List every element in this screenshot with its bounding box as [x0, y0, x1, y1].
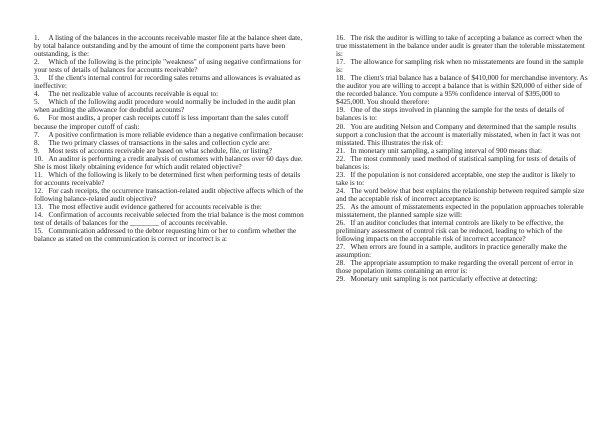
question-19 [336, 106, 588, 122]
question-20 [336, 123, 588, 147]
question-25 [336, 203, 588, 219]
question-text: The two primary classes of transactions in the sales and collection cycle are: [48, 138, 270, 147]
question-number: 13. [34, 202, 44, 211]
question-text: The net realizable value of accounts receivable is equal to: [48, 90, 219, 99]
question-number: 2. [34, 58, 40, 67]
question-text: Which of the following is the principle "weakness" of using negative confirmations for your tests of details of balances for accounts receivable? [34, 58, 301, 75]
question-13 [34, 203, 304, 211]
question-number: 26. [336, 219, 346, 228]
question-text: Monetary unit sampling is not particularly effective at detecting: [350, 275, 538, 284]
question-22 [336, 155, 588, 171]
question-3 [34, 74, 304, 90]
question-text: Most tests of accounts receivable are based on what schedule, file, or listing? [48, 146, 272, 155]
question-number: 23. [336, 170, 346, 179]
question-16 [336, 34, 588, 58]
question-2 [34, 58, 304, 74]
question-text: The appropriate assumption to make regarding the overall percent of error in those population items containing an error is: [336, 259, 573, 276]
question-4 [34, 90, 304, 98]
question-number: 8. [34, 138, 40, 147]
question-number: 22. [336, 154, 346, 163]
question-text: If the client's internal control for recording sales returns and allowances is evaluated as ineffective: [34, 74, 301, 91]
question-text: For most audits, a proper cash receipts cutoff is less important than the sales cutoff because the improper cutoff of cash: [34, 114, 289, 131]
question-number: 15. [34, 227, 44, 236]
question-number: 4. [34, 90, 40, 99]
question-9 [34, 147, 304, 155]
question-17 [336, 58, 588, 74]
question-text: In monetary unit sampling, a sampling interval of 900 means that: [350, 146, 542, 155]
question-text: Which of the following audit procedure would normally be included in the audit plan when auditing the allowance for doubtful accounts? [34, 98, 296, 115]
question-number: 29. [336, 275, 346, 284]
question-number: 27. [336, 243, 346, 252]
question-text: For cash receipts, the occurrence transaction-related audit objective affects which of the following balance-related audit objective? [34, 186, 304, 203]
question-text: As the amount of misstatements expected in the population approaches tolerable misstatement, the planned sample size will: [336, 202, 584, 220]
question-number: 21. [336, 146, 346, 155]
question-24 [336, 187, 588, 203]
question-text: A listing of the balances in the accounts receivable master file at the balance sheet date, by total balance outstanding and by the amount of time the component parts have been outstanding, is the: [34, 34, 303, 59]
question-18 [336, 74, 588, 106]
question-number: 16. [336, 34, 346, 42]
question-15 [34, 227, 304, 243]
question-number: 20. [336, 122, 346, 131]
question-27 [336, 243, 588, 259]
question-text: Communication addressed to the debtor requesting him or her to confirm whether the balance as stated on the communication is correct or incorrect is a: [34, 227, 297, 244]
question-number: 24. [336, 186, 346, 195]
question-number: 12. [34, 186, 44, 195]
question-5 [34, 98, 304, 114]
left-question-column [34, 34, 304, 243]
question-text: When errors are found in a sample, auditors in practice generally make the assumption: [336, 243, 567, 260]
question-number: 3. [34, 74, 40, 83]
question-text: If an auditor concludes that internal controls are likely to be effective, the preliminary assessment of control risk can be reduced, leading to which of the following impacts on the acceptable risk of incorrect acceptance? [336, 219, 564, 244]
right-question-column [336, 34, 588, 283]
question-number: 17. [336, 58, 346, 67]
question-6 [34, 114, 304, 130]
question-number: 6. [34, 114, 40, 123]
question-text: The most effective audit evidence gathered for accounts receivable is the: [48, 202, 262, 211]
question-number: 18. [336, 74, 346, 83]
question-14 [34, 211, 304, 227]
question-12 [34, 187, 304, 203]
question-number: 14. [34, 211, 44, 220]
question-text: One of the steps involved in planning the sample for the tests of details of balances is to: [336, 106, 565, 123]
question-text: The allowance for sampling risk when no misstatements are found in the sample is: [336, 58, 584, 75]
question-number: 1. [34, 34, 40, 42]
question-number: 19. [336, 106, 346, 115]
question-number: 10. [34, 154, 44, 163]
question-number: 9. [34, 146, 40, 155]
question-11 [34, 171, 304, 187]
question-text: Confirmation of accounts receivable selected from the trial balance is the most common test of details of balances for the ________ of accounts receivable. [34, 211, 304, 228]
question-number: 11. [34, 170, 43, 179]
question-number: 5. [34, 98, 40, 107]
question-29 [336, 275, 588, 283]
question-8 [34, 139, 304, 147]
question-28 [336, 259, 588, 275]
question-text: The risk the auditor is willing to take of accepting a balance as correct when the true misstatement in the balance under audit is greater than the tolerable misstatement is: [336, 34, 585, 59]
question-text: The client's trial balance has a balance of $410,000 for merchandise inventory. As the auditor you are willing to accept a balance that is within $20,000 of either side of the recorded balance. You compute a 95% confidence interval of $395,000 to $425,000. You should therefore: [336, 74, 588, 107]
question-text: An auditor is performing a credit analysis of customers with balances over 60 days due. She is most likely obtaining evidence for which audit related objective? [34, 154, 303, 171]
question-text: If the population is not considered acceptable, one step the auditor is likely to take is to: [336, 170, 576, 187]
question-text: A positive confirmation is more reliable evidence than a negative confirmation because: [48, 130, 304, 139]
question-21 [336, 147, 588, 155]
question-text: You are auditing Nelson and Company and determined that the sample results support a conclusion that the account is materially misstated, when in fact it was not misstated. This illustrates the risk of: [336, 122, 581, 147]
question-1 [34, 34, 304, 58]
question-number: 7. [34, 130, 40, 139]
question-text: The most commonly used method of statistical sampling for tests of details of balances is: [336, 154, 577, 171]
question-10 [34, 155, 304, 171]
question-23 [336, 171, 588, 187]
question-26 [336, 219, 588, 243]
question-number: 28. [336, 259, 346, 268]
question-number: 25. [336, 202, 346, 211]
question-7 [34, 131, 304, 139]
question-text: Which of the following is likely to be determined first when performing tests of details for accounts receivable? [34, 170, 301, 187]
question-text: The word below that best explains the relationship between required sample size and the acceptable risk of incorrect acceptance is: [336, 186, 585, 203]
